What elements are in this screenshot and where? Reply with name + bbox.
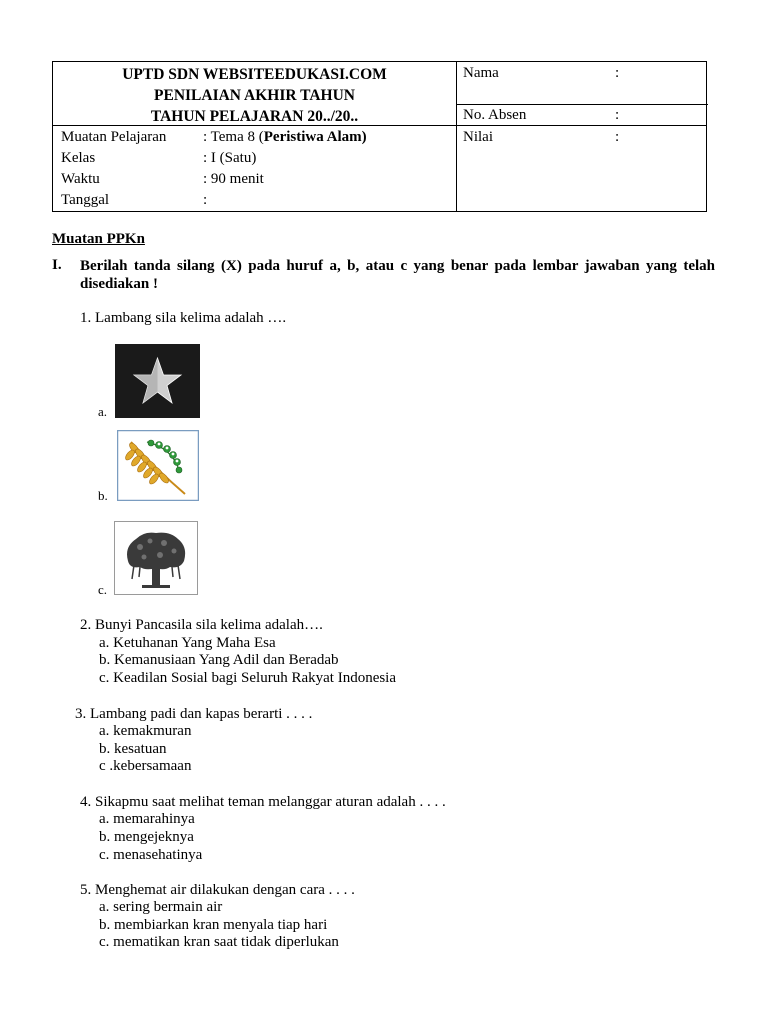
q4-option-a: a. memarahinya [99, 811, 195, 827]
tanggal-value: : [203, 192, 208, 208]
muatan-prefix: : Tema 8 ( [203, 129, 264, 145]
q3-option-a: a. kemakmuran [99, 723, 192, 739]
kelas-label: Kelas [61, 150, 96, 166]
muatan-theme: Peristiwa Alam) [263, 129, 367, 145]
school-name: UPTD SDN WEBSITEEDUKASI.COM [122, 66, 387, 83]
question-1: 1. Lambang sila kelima adalah …. [80, 310, 287, 326]
tanggal-label: Tanggal [61, 192, 110, 208]
q2-option-c: c. Keadilan Sosial bagi Seluruh Rakyat Indonesia [99, 670, 397, 686]
nama-colon: : [615, 65, 620, 81]
q2-option-b: b. Kemanusiaan Yang Adil dan Beradab [99, 652, 339, 668]
absen-label: No. Absen [463, 107, 527, 123]
padi-kapas-icon [117, 430, 199, 501]
nama-label: Nama [463, 65, 499, 81]
nilai-label: Nilai [463, 129, 493, 145]
header-table [52, 61, 707, 212]
option-label-b: b. [98, 488, 108, 503]
question-4: 4. Sikapmu saat melihat teman melanggar aturan adalah . . . . [80, 794, 446, 810]
q4-option-b: b. mengejeknya [99, 829, 194, 845]
question-5: 5. Menghemat air dilakukan dengan cara . . . . [80, 882, 355, 898]
exam-title: PENILAIAN AKHIR TAHUN [154, 87, 355, 104]
muatan-label: Muatan Pelajaran [61, 129, 167, 145]
table-divider [456, 104, 708, 105]
waktu-value: : 90 menit [203, 171, 264, 187]
muatan-value [203, 129, 367, 146]
q3-option-c: c .kebersamaan [99, 758, 192, 774]
option-label-a: a. [98, 404, 108, 419]
nilai-colon: : [615, 129, 620, 145]
waktu-label: Waktu [61, 171, 100, 187]
question-3: 3. Lambang padi dan kapas berarti . . . . [75, 706, 313, 722]
q4-option-c: c. menasehatinya [99, 847, 203, 863]
absen-colon: : [615, 107, 620, 123]
q5-option-b: b. membiarkan kran menyala tiap hari [99, 917, 328, 933]
q5-option-a: a. sering bermain air [99, 899, 223, 915]
section-title: Muatan PPKn [52, 231, 145, 247]
q2-option-a: a. Ketuhanan Yang Maha Esa [99, 635, 276, 651]
academic-year: TAHUN PELAJARAN 20../20.. [150, 108, 359, 125]
table-divider [456, 62, 457, 211]
instruction-number: I. [52, 257, 62, 273]
star-icon [115, 344, 200, 418]
kelas-value: : I (Satu) [203, 150, 257, 166]
q3-option-b: b. kesatuan [99, 741, 167, 757]
question-2: 2. Bunyi Pancasila sila kelima adalah…. [80, 617, 323, 633]
option-label-c: c. [98, 582, 108, 597]
q5-option-c: c. mematikan kran saat tidak diperlukan [99, 934, 339, 950]
beringin-icon [114, 521, 198, 595]
instruction-text: Berilah tanda silang (X) pada huruf a, b, atau c yang benar pada lembar jawaban yang telah disediakan ! [80, 258, 715, 292]
